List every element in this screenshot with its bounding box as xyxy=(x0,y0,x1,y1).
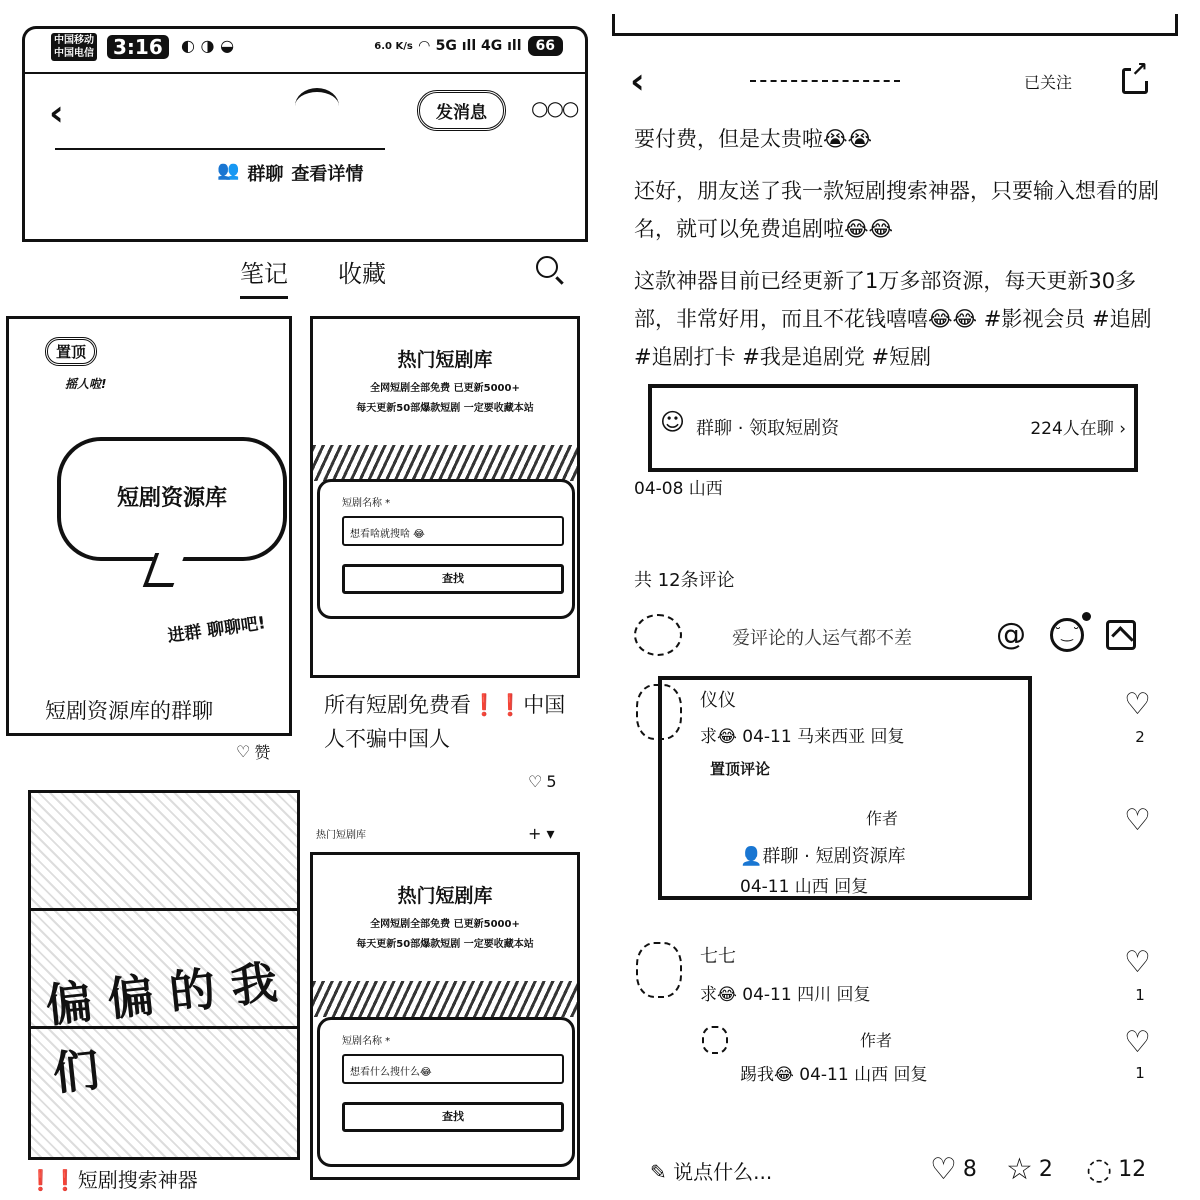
say-something-text: 说点什么... xyxy=(673,1160,773,1184)
heart-icon: ♡ xyxy=(930,1152,957,1187)
followed-button[interactable]: 已关注 xyxy=(1024,73,1073,92)
status-notification-icons: ◐ ◑ ◒ xyxy=(181,36,235,55)
carrier-labels xyxy=(51,33,97,61)
group-icon: 👥 xyxy=(217,160,240,181)
group-row[interactable] xyxy=(217,160,363,186)
author-tag: 作者 xyxy=(866,809,899,828)
top-frame xyxy=(612,14,1178,36)
like-count: 5 xyxy=(546,772,557,791)
heart-icon[interactable]: ♡ xyxy=(1124,687,1151,722)
user-avatar xyxy=(634,614,682,656)
heart-icon[interactable]: ♡ xyxy=(1124,1025,1151,1060)
join-group-text: 进群 聊聊吧! xyxy=(166,613,267,647)
star-icon: ☆ xyxy=(1006,1152,1033,1187)
note-card-group-chat[interactable] xyxy=(6,316,292,736)
like-count: 1 xyxy=(1135,1064,1145,1082)
comment-body: 求😂 04-11 马来西亚 回复 xyxy=(700,727,905,747)
star-total: 2 xyxy=(1038,1157,1053,1182)
right-screenshot-panel xyxy=(600,0,1200,1200)
comment-icon: ◌ xyxy=(1086,1152,1113,1187)
decorative-banner xyxy=(313,981,577,1017)
back-icon[interactable]: ‹ xyxy=(49,93,64,134)
pencil-icon: ✎ xyxy=(650,1160,674,1184)
card-header: 热门短剧库 xyxy=(397,349,493,371)
group-profile-header xyxy=(22,72,588,242)
plus-icon: + ▾ xyxy=(528,824,555,843)
back-icon[interactable]: ‹ xyxy=(630,61,645,102)
like-total: 8 xyxy=(962,1157,977,1182)
profile-tabs xyxy=(22,248,588,300)
view-details-link[interactable]: 查看详情 xyxy=(291,164,364,185)
share-icon[interactable] xyxy=(1122,68,1148,94)
tab-favorites[interactable]: 收藏 xyxy=(338,260,386,288)
group-label: 群聊 xyxy=(247,164,284,185)
note-card-drama-library[interactable] xyxy=(310,852,580,1180)
post-meta: 04-08 山西 xyxy=(634,479,723,499)
card3-title[interactable]: ❗❗短剧搜索神器 xyxy=(28,1168,198,1192)
net-speed: 6.0 K/s xyxy=(374,40,413,52)
like-label: 赞 xyxy=(254,743,271,762)
pinned-comment-label: 置顶评论 xyxy=(710,760,771,778)
author-tag: 作者 xyxy=(860,1031,893,1050)
commenter-avatar[interactable] xyxy=(636,942,682,998)
status-time: 3:16 xyxy=(107,35,169,59)
more-icon[interactable]: ○○○ xyxy=(531,96,578,120)
tab-notes[interactable]: 笔记 xyxy=(240,254,288,289)
pinned-badge: 置顶 xyxy=(45,337,97,366)
group-chat-name: 群聊 · 领取短剧资 xyxy=(696,418,840,439)
carrier-2: 中国电信 xyxy=(54,48,94,59)
decorative-banner xyxy=(313,445,577,481)
note-card-poster[interactable] xyxy=(28,790,300,1160)
heart-icon: ♡ xyxy=(528,772,543,791)
comment-body: 求😂 04-11 四川 回复 xyxy=(700,985,871,1005)
find-button: 查找 xyxy=(342,564,564,594)
card-header: 热门短剧库 xyxy=(397,885,493,907)
send-message-button[interactable]: 发消息 xyxy=(417,90,506,131)
bottom-action-bar xyxy=(650,1152,1190,1200)
comment-input[interactable]: 爱评论的人运气都不差 xyxy=(732,628,912,649)
comments-count: 共 12条评论 xyxy=(634,570,735,591)
status-bar xyxy=(22,26,588,74)
comment-action[interactable] xyxy=(1086,1152,1146,1187)
heart-icon[interactable]: ♡ xyxy=(1124,803,1151,838)
card-title: 短剧资源库的群聊 xyxy=(45,699,213,723)
notification-dot xyxy=(1082,612,1091,621)
emoji-icon[interactable]: ˘‿˘ xyxy=(1050,618,1084,652)
field-label: 短剧名称 * xyxy=(342,1036,391,1047)
comment-total: 12 xyxy=(1118,1157,1147,1182)
at-icon[interactable]: @ xyxy=(996,617,1026,652)
reply-meta: 04-11 山西 回复 xyxy=(740,877,869,897)
field-input: 想看什么搜什么😂 xyxy=(342,1054,564,1084)
signal-icon: 5G ıll 4G ıll xyxy=(435,38,522,54)
card-subheader-1: 全网短剧全部免费 已更新5000+ xyxy=(370,383,520,394)
speech-bubble xyxy=(57,437,287,561)
poster-text: 偏 偏 的 我们 xyxy=(43,955,280,1101)
post-paragraph-3: 这款神器目前已经更新了1万多部资源，每天更新30多部，非常好用，而且不花钱嘻嘻😂😂 #影视会员 #追剧 #追剧打卡 #我是追剧党 #短剧 xyxy=(634,269,1152,369)
note-card-free-drama[interactable] xyxy=(310,316,580,678)
wifi-icon: ◠ xyxy=(418,38,430,54)
card-subheader-2: 每天更新50部爆款短剧 一定要收藏本站 xyxy=(356,939,534,950)
card1-like[interactable] xyxy=(236,740,270,763)
card2-like[interactable] xyxy=(528,772,557,791)
card-subheader-2: 每天更新50部爆款短剧 一定要收藏本站 xyxy=(356,403,534,414)
post-paragraph-1: 要付费，但是太贵啦😭😭 xyxy=(634,127,873,151)
battery-icon: 66 xyxy=(528,36,563,56)
star-action[interactable] xyxy=(1006,1152,1053,1187)
author-avatar[interactable] xyxy=(702,1026,728,1054)
like-count: 1 xyxy=(1135,986,1145,1004)
image-icon[interactable] xyxy=(1106,620,1136,650)
bubble-text: 短剧资源库 xyxy=(116,486,227,511)
group-avatar-icon: ☺ xyxy=(660,408,686,436)
card-tagline: 摇人啦! xyxy=(65,377,107,391)
reply-group-name: 群聊 · 短剧资源库 xyxy=(762,846,906,867)
carrier-1: 中国移动 xyxy=(54,35,94,46)
search-form-preview xyxy=(317,479,575,619)
card2-title[interactable]: 所有短剧免费看❗❗中国人不骗中国人 xyxy=(324,693,566,751)
card4-top-label: 热门短剧库 xyxy=(316,830,366,841)
poster-band-1 xyxy=(31,793,297,911)
comment-author[interactable]: 七七 xyxy=(700,946,736,967)
group-chat-count: 224人在聊 › xyxy=(1030,419,1126,439)
person-icon: 👤 xyxy=(740,846,763,867)
comment-entry[interactable] xyxy=(650,1156,772,1185)
field-input: 想看啥就搜啥 😂 xyxy=(342,516,564,546)
reply-group-link[interactable] xyxy=(740,842,906,868)
search-icon[interactable] xyxy=(536,256,558,278)
like-count: 2 xyxy=(1135,728,1145,746)
search-form-preview xyxy=(317,1017,575,1167)
profile-name-redacted xyxy=(55,148,385,150)
like-action[interactable] xyxy=(930,1152,977,1187)
reply-body: 踢我😂 04-11 山西 回复 xyxy=(740,1065,928,1085)
comment-author[interactable]: 仪仪 xyxy=(700,690,736,711)
group-chat-card[interactable] xyxy=(648,384,1138,472)
heart-icon: ♡ xyxy=(236,742,251,761)
author-name-redacted xyxy=(750,80,900,82)
field-label: 短剧名称 * xyxy=(342,498,391,509)
status-right-group xyxy=(374,36,563,56)
heart-icon[interactable]: ♡ xyxy=(1124,945,1151,980)
avatar xyxy=(295,88,339,124)
post-paragraph-2: 还好，朋友送了我一款短剧搜索神器，只要输入想看的剧名，就可以免费追剧啦😂😂 xyxy=(634,179,1159,241)
find-button: 查找 xyxy=(342,1102,564,1132)
card-subheader-1: 全网短剧全部免费 已更新5000+ xyxy=(370,919,520,930)
